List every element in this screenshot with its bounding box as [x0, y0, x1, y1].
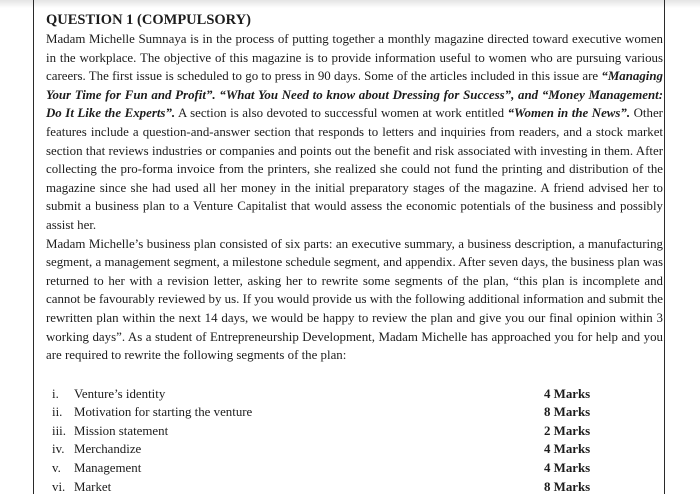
item-number: ii.	[52, 405, 63, 420]
question-body	[46, 30, 663, 365]
list-item	[52, 385, 602, 404]
item-label: Mission statement	[74, 423, 169, 438]
item-label: Venture’s identity	[74, 386, 166, 401]
list-item	[52, 440, 602, 459]
item-marks: 8 Marks	[544, 479, 591, 494]
item-marks: 4 Marks	[544, 386, 591, 401]
scenario-text-3: Other features include a question-and-answer section that responds to letters and inquiries from readers, and a stock market section that reviews industries or companies and points out the benefit and risk associated with investing in them. After collecting the pro-forma invoice from the printers, she realized she could not fund the printing and distribution of the magazine since she had used all her money in the initial preparatory stages of the magazine. A friend advised her to submit a business plan to a Venture Capitalist that would assess the economic potentials of the business and possibly assist her.	[46, 106, 663, 232]
item-label: Market	[74, 479, 112, 494]
scenario-text-1: Madam Michelle Sumnaya is in the process of putting together a monthly magazine directed toward executive women in the workplace. The objective of this magazine is to provide information useful to women who are pursuing various careers. The first issue is scheduled to go to press in 90 days. Some of the articles included in this issue are	[46, 32, 663, 84]
list-item	[52, 459, 602, 478]
item-number: v.	[52, 461, 61, 476]
item-number: iv.	[52, 442, 65, 457]
scenario-text-2: A section is also devoted to successful women at work entitled	[175, 106, 508, 121]
business-plan-paragraph: Madam Michelle’s business plan consisted of six parts: an executive summary, a business description, a manufacturing segment, a management segment, a milestone schedule segment, and appendix. After seven days, the business plan was returned to her with a revision letter, asking her to rewrite some segments of the plan, “this plan is incomplete and cannot be favourably reviewed by us. If you would provide us with the following additional information and submit the rewritten plan within the next 14 days, we would be happy to review the plan and give you our final opinion within 3 working days”. As a student of Entrepreneurship Development, Madam Michelle has approached you for help and you are required to rewrite the following segments of the plan:	[46, 236, 663, 363]
section-title-women-in-news: “Women in the News”.	[507, 106, 631, 121]
list-item	[52, 403, 602, 422]
question-content	[46, 12, 663, 496]
list-item	[52, 478, 602, 496]
item-number: i.	[52, 386, 59, 401]
list-item	[52, 422, 602, 441]
item-marks: 4 Marks	[544, 442, 591, 457]
item-number: vi.	[52, 479, 66, 494]
scenario-paragraph	[46, 30, 663, 235]
question-title: QUESTION 1 (COMPULSORY)	[46, 12, 251, 28]
article-titles: “Managing Your Time for Fun and Profit”. “What You Need to know about Dressing for Success”, and “Money Management: Do It Like the Experts”.	[46, 69, 663, 121]
item-marks: 8 Marks	[544, 405, 591, 420]
segments-list	[46, 385, 602, 496]
item-label: Merchandize	[74, 442, 142, 457]
item-label: Management	[74, 461, 142, 476]
item-marks: 4 Marks	[544, 461, 591, 476]
item-label: Motivation for starting the venture	[74, 405, 253, 420]
item-marks: 2 Marks	[544, 423, 591, 438]
item-number: iii.	[52, 423, 66, 438]
